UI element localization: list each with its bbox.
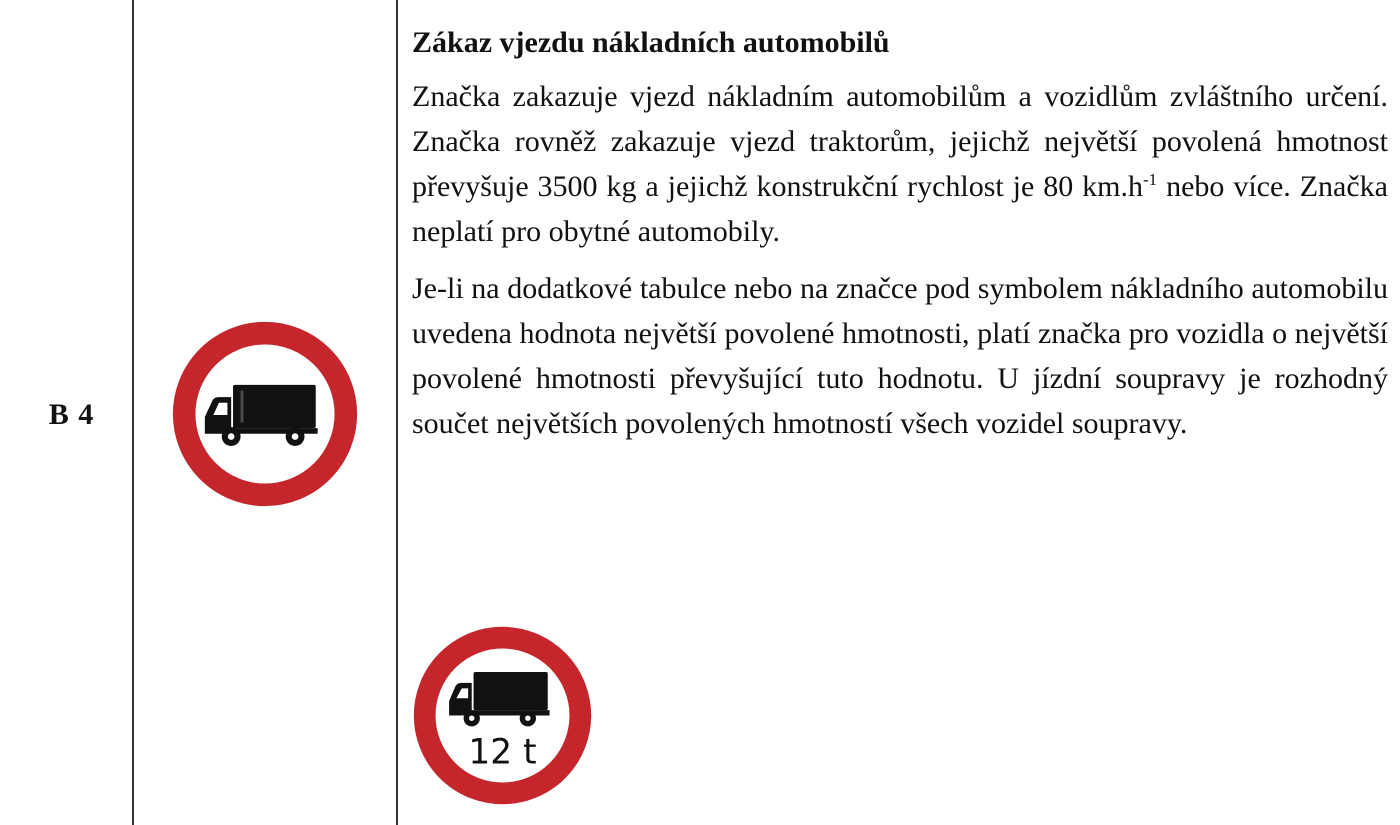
sign-image-cell — [134, 0, 396, 825]
paragraph-1-text: Značka zakazuje vjezd nákladním automobilům a vozidlům zvláštního určení. Značka rovněž zakazuje vjezd traktorům, jejichž největší povolená hmotnost převyšuje 3500 kg a jejichž konstrukční rychlost je 80 km.h — [412, 80, 1388, 203]
weight-limit-label: 12 t — [468, 732, 537, 773]
description-paragraph-1 — [412, 74, 1388, 254]
sign-title: Zákaz vjezdu nákladních automobilů — [412, 26, 890, 59]
paragraph-1-text-end: nebo více. Značka neplatí pro obytné automobily. — [412, 170, 1388, 248]
description-paragraph-2: Je-li na dodatkové tabulce nebo na značce pod symbolem nákladního automobilu uvedena hodnota největší povolené hmotnosti, platí značka pro vozidla o největší povolené hmotnosti převyšující tuto hodnotu. U jízdní soupravy je rozhodný součet největších povolených hmotností všech vozidel soupravy. — [412, 272, 1388, 440]
column-divider-right — [396, 0, 398, 825]
sign-description-cell — [412, 24, 1388, 458]
sign-code: B 4 — [48, 398, 95, 431]
sign-code-cell — [0, 0, 133, 825]
no-trucks-over-weight-sign-icon — [412, 625, 593, 806]
no-trucks-sign-icon — [171, 320, 359, 508]
unit-exponent: -1 — [1143, 170, 1158, 189]
